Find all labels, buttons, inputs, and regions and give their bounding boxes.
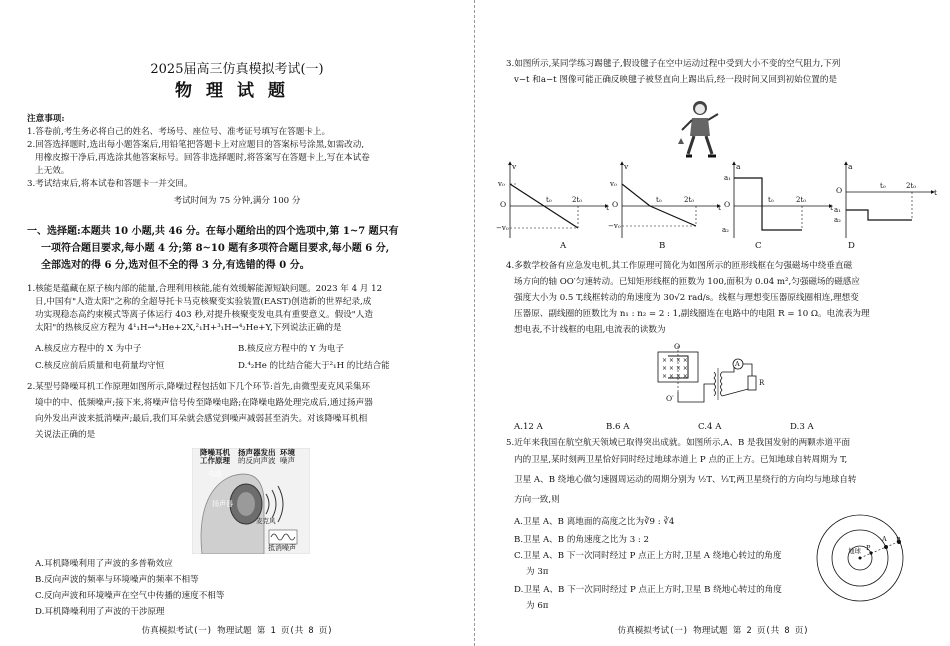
graph-d-t0: t₀ bbox=[880, 182, 886, 190]
graph-b[interactable] bbox=[622, 162, 720, 238]
q5-option-c-line1[interactable]: C.卫星 A、B 下一次同时经过 P 点正上方时,卫星 A 绕地心转过的角度 bbox=[514, 551, 782, 561]
graph-label-b: B bbox=[659, 241, 666, 251]
q5-line-b: 内的卫星,某时刻两卫星恰好同时经过地球赤道上 P 点的正上方。已知地球自转周期为 T, bbox=[514, 455, 848, 465]
section1-heading-a: 一、选择题:本题共 10 小题,共 46 分。在每小题给出的四个选项中,第 1~7 题只有 bbox=[27, 226, 399, 237]
q2-option-c[interactable]: C.反向声波和环境噪声在空气中传播的速度不相等 bbox=[35, 591, 225, 601]
graph-b-t0: t₀ bbox=[656, 196, 662, 204]
q3-graphs bbox=[498, 160, 938, 240]
section1-heading-b: 一项符合题目要求,每小题 4 分;第 8~10 题有多项符合题目要求,每小题 6 分, bbox=[41, 243, 390, 254]
graph-d[interactable] bbox=[846, 162, 934, 238]
q2-option-b[interactable]: B.反向声波的频率与环境噪声的频率不相等 bbox=[35, 575, 199, 585]
q3-line-a: 3.如图所示,某同学练习踢毽子,假设毽子在空中运动过程中受到大小不变的空气阻力,下列 bbox=[506, 59, 841, 69]
notice-2a: 2.回答选择题时,选出每小题答案后,用铅笔把答题卡上对应题目的答案标号涂黑,如需改动, bbox=[27, 140, 365, 150]
fig5-earth-label: 地球 bbox=[848, 547, 861, 555]
q4-line-c: 强度大小为 0.5 T,线框转动的角速度为 30√2 rad/s。线框与理想变压器原线圈相连,理想变 bbox=[514, 293, 859, 303]
exam-time: 考试时间为 75 分钟,满分 100 分 bbox=[173, 196, 301, 206]
graph-d-a1: a₁ bbox=[834, 206, 841, 214]
notice-heading: 注意事项: bbox=[27, 114, 65, 124]
notice-3: 3.考试结束后,将本试卷和答题卡一并交回。 bbox=[27, 179, 193, 189]
q4-line-a: 4.多数学校备有应急发电机,其工作原理可简化为如图所示的匝形线框在匀强磁场中绕垂直磁 bbox=[506, 261, 853, 271]
fig2-label-1: 降噪耳机 bbox=[200, 448, 230, 457]
generator-circuit-figure bbox=[654, 344, 765, 418]
q4-line-b: 场方向的轴 OO′匀速转动。已知矩形线框的匝数为 100,面积为 0.04 m²,匀强磁场的磁感应 bbox=[514, 277, 860, 287]
svg-text:× × × ×: × × × × bbox=[662, 373, 688, 380]
graph-d-2t0: 2t₀ bbox=[906, 182, 917, 190]
orbit-figure bbox=[814, 512, 906, 604]
graph-a-axis-v: v bbox=[512, 162, 517, 171]
q4-option-a[interactable]: A.12 A bbox=[514, 422, 543, 432]
fig2-label-5: 环境 bbox=[280, 448, 295, 457]
graph-c-axis-a: a bbox=[736, 162, 741, 171]
q5-option-d-line2[interactable]: 为 6π bbox=[526, 601, 549, 611]
q5-line-c: 卫星 A、B 绕地心做匀速圆周运动的周期分别为 ½T、⅓T,两卫星绕行的方向均与地球自转 bbox=[514, 475, 857, 485]
q4-option-b[interactable]: B.6 A bbox=[606, 422, 630, 432]
q5-line-a: 5.近年来我国在航空航天领域已取得突出成就。如图所示,A、B 是我国发射的两颗赤道平面 bbox=[506, 438, 851, 448]
graph-b-neg-v0: −v₀ bbox=[608, 222, 621, 230]
q4-option-d[interactable]: D.3 A bbox=[790, 422, 814, 432]
q2-option-d[interactable]: D.耳机降噪利用了声波的干涉原理 bbox=[35, 607, 165, 617]
page-2 bbox=[476, 0, 950, 646]
graph-a-t0: t₀ bbox=[546, 196, 552, 204]
footer-page-2: 仿真模拟考试(一) 物理试题 第 2 页(共 8 页) bbox=[617, 626, 809, 636]
q4-line-d: 压器原、副线圈的匝数比为 n₁ : n₂ = 2 : 1,副线圈连在电路中的电阻 R = 10 Ω。电流表为理 bbox=[514, 309, 870, 319]
svg-text:× × × ×: × × × × bbox=[662, 365, 688, 372]
q5-option-d-line1[interactable]: D.卫星 A、B 下一次同时经过 P 点正上方时,卫星 B 绕地心转过的角度 bbox=[514, 585, 782, 595]
fig4-axis-o-prime: O′ bbox=[666, 394, 674, 403]
graph-c-axis-t: t bbox=[830, 203, 834, 212]
q5-option-a[interactable]: A.卫星 A、B 离地面的高度之比为∛9 : ∛4 bbox=[514, 517, 675, 527]
graph-b-2t0: 2t₀ bbox=[684, 196, 695, 204]
graph-a-axis-t: t bbox=[606, 203, 610, 212]
fig2-label-6: 噪声 bbox=[280, 456, 295, 465]
q1-line-a: 1.核能是蕴藏在原子核内部的能量,合理利用核能,能有效缓解能源短缺问题。2023 年 4 月 12 bbox=[27, 284, 383, 294]
notice-1: 1.答卷前,考生务必将自己的姓名、考场号、座位号、准考证号填写在答题卡上。 bbox=[27, 127, 331, 137]
graph-b-v0: v₀ bbox=[610, 180, 617, 188]
graph-c-origin: O bbox=[724, 200, 731, 209]
q5-line-d: 方向一致,则 bbox=[514, 495, 560, 505]
fig2-label-4: 的反向声波 bbox=[238, 456, 276, 465]
graph-label-d: D bbox=[848, 241, 855, 251]
fig2-label-2: 工作原理 bbox=[200, 456, 230, 465]
graph-b-axis-t: t bbox=[718, 203, 722, 212]
fig2-label-9: 麦克风 bbox=[256, 517, 276, 525]
graph-b-origin: O bbox=[612, 200, 619, 209]
graph-label-a: A bbox=[560, 241, 567, 251]
fig2-label-10: 抵消噪声 bbox=[268, 544, 296, 552]
graph-a-neg-v0: −v₀ bbox=[496, 224, 509, 232]
svg-text:× × × ×: × × × × bbox=[662, 357, 688, 364]
graph-c[interactable] bbox=[734, 162, 832, 238]
q1-option-a[interactable]: A.核反应方程中的 X 为中子 bbox=[35, 344, 142, 354]
graph-b-axis-v: v bbox=[624, 162, 629, 171]
fig5-p-label: P bbox=[866, 544, 871, 552]
fig2-label-3: 扬声器发出 bbox=[238, 448, 276, 457]
graph-d-origin: O bbox=[836, 186, 843, 195]
graph-a-2t0: 2t₀ bbox=[572, 196, 583, 204]
q3-line-b: v−t 和a−t 图像可能正确反映毽子被竖直向上踢出后,经一段时间又回到初始位置的是 bbox=[514, 75, 838, 85]
section1-heading-c: 全部选对的得 6 分,选对但不全的得 3 分,有选错的得 0 分。 bbox=[41, 260, 310, 271]
fig4-axis-o: O bbox=[674, 342, 681, 351]
q2-line-c: 向外发出声波来抵消噪声;最后,我们耳朵就会感觉到噪声减弱甚至消失。对该降噪耳机相 bbox=[35, 414, 368, 424]
graph-d-axis-a: a bbox=[848, 162, 853, 171]
q1-line-c: 功实现稳态高约束模式等离子体运行 403 秒,对提升核聚变发电具有重要意义。假设"人造 bbox=[35, 310, 373, 320]
graph-a-v0: v₀ bbox=[498, 180, 505, 188]
q4-line-e: 想电表,不计线框的电阻,电流表的读数为 bbox=[514, 325, 666, 335]
graph-a-origin: O bbox=[500, 200, 507, 209]
q5-option-b[interactable]: B.卫星 A、B 的角速度之比为 3 : 2 bbox=[514, 535, 649, 545]
fig5-a-label: A bbox=[882, 535, 887, 543]
q4-option-c[interactable]: C.4 A bbox=[698, 422, 722, 432]
q5-option-c-line2[interactable]: 为 3π bbox=[526, 567, 549, 577]
graph-a[interactable] bbox=[510, 162, 608, 238]
fig2-label-7: 电路 bbox=[208, 470, 222, 478]
footer-page-1: 仿真模拟考试(一) 物理试题 第 1 页(共 8 页) bbox=[141, 626, 333, 636]
graph-c-t0: t₀ bbox=[768, 196, 774, 204]
fig5-b-label: B bbox=[896, 536, 901, 544]
exam-title: 2025届高三仿真模拟考试(一) bbox=[150, 62, 324, 77]
q2-line-d: 关说法正确的是 bbox=[35, 430, 96, 440]
graph-c-a1: a₁ bbox=[724, 174, 731, 182]
subject-title: 物理试题 bbox=[175, 81, 299, 101]
fig4-ammeter: A bbox=[735, 360, 740, 368]
q2-option-a[interactable]: A.耳机降噪利用了声波的多普勒效应 bbox=[35, 559, 173, 569]
fig2-label-8: 扬声器 bbox=[212, 500, 233, 508]
fig4-resistor: R bbox=[759, 379, 765, 387]
q1-line-d: 太阳"的热核反应方程为 4¹₁H→⁴₂He+2X,²₁H+³₁H→⁴₂He+Y,下列说法正确的是 bbox=[35, 323, 342, 333]
notice-2b: 用橡皮擦干净后,再选涂其他答案标号。回答非选择题时,将答案写在答题卡上,写在本试卷 bbox=[35, 153, 370, 163]
q1-line-b: 日,中国有"人造太阳"之称的全超导托卡马克核聚变实验装置(EAST)创造新的世界纪录,成 bbox=[35, 297, 372, 307]
q1-option-c[interactable]: C.核反应前后质量和电荷量均守恒 bbox=[35, 361, 165, 371]
graph-c-a2: a₂ bbox=[722, 226, 729, 234]
graph-d-a2: a₂ bbox=[834, 216, 841, 224]
graph-d-axis-t: t bbox=[934, 188, 938, 197]
shuttlecock-kicker-figure bbox=[672, 94, 724, 160]
notice-2c: 上无效。 bbox=[35, 166, 70, 176]
q2-line-b: 境中的中、低频噪声;接下来,将噪声信号传至降噪电路;在降噪电路处理完成后,通过扬声器 bbox=[35, 398, 373, 408]
q1-option-b[interactable]: B.核反应方程中的 Y 为电子 bbox=[238, 344, 345, 354]
graph-label-c: C bbox=[755, 241, 762, 251]
q2-line-a: 2.某型号降噪耳机工作原理如图所示,降噪过程包括如下几个环节:首先,由微型麦克风采集环 bbox=[27, 382, 371, 392]
graph-c-2t0: 2t₀ bbox=[796, 196, 807, 204]
q1-option-d[interactable]: D.⁴₂He 的比结合能大于²₁H 的比结合能 bbox=[238, 361, 390, 371]
page-1 bbox=[0, 0, 474, 646]
